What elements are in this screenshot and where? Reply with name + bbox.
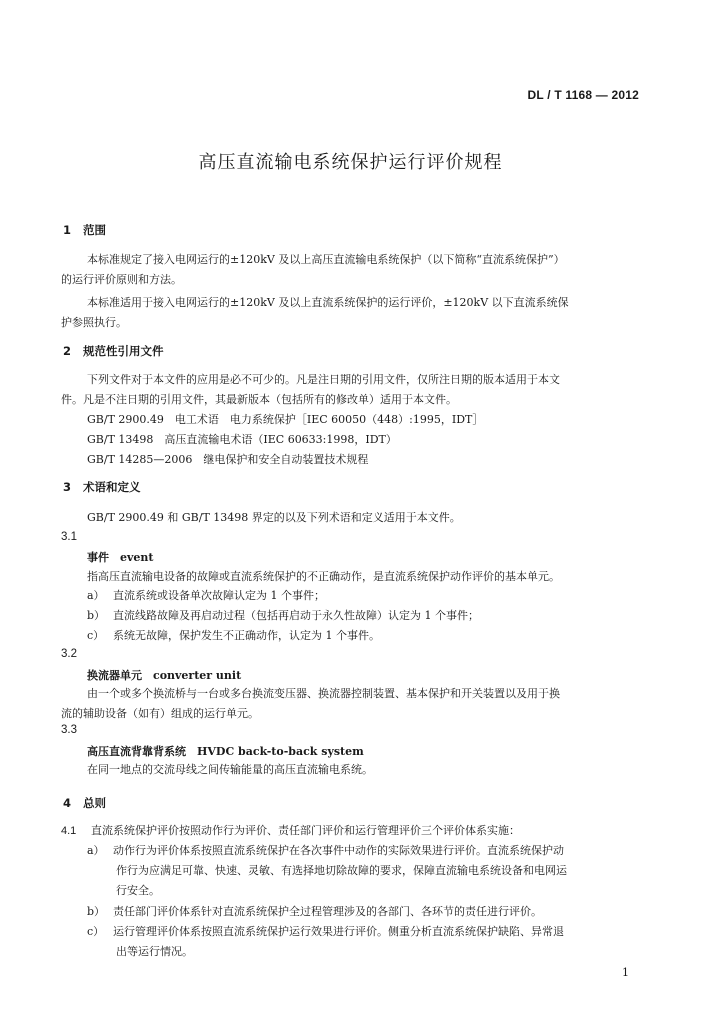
list-item	[87, 902, 542, 922]
term-heading: 换流器单元 converter unit	[87, 669, 242, 682]
section-3-heading	[63, 479, 141, 495]
list-item	[87, 586, 325, 606]
standard-code: DL / T 1168 — 2012	[527, 88, 639, 102]
reference-item: GB/T 14285—2006 继电保护和安全自动装置技术规程	[87, 453, 369, 466]
section-1-heading	[63, 222, 106, 238]
list-text: 直流线路故障及再启动过程（包括再启动于永久性故障）认定为 1 个事件；	[113, 609, 479, 622]
paragraph-line: 件。凡是不注日期的引用文件，其最新版本（包括所有的修改单）适用于本文件。	[61, 393, 457, 406]
list-text: 系统无故障，保护发生不正确动作，认定为 1 个事件。	[113, 629, 380, 642]
list-marker: a）	[87, 589, 105, 602]
document-title: 高压直流输电系统保护运行评价规程	[198, 152, 503, 173]
reference-item: GB/T 13498 高压直流输电术语（IEC 60633:1998，IDT）	[87, 433, 397, 446]
list-continuation: 行安全。	[116, 884, 160, 897]
reference-item: GB/T 2900.49 电工术语 电力系统保护［IEC 60050（448）:1995，IDT］	[87, 413, 484, 426]
list-text: 直流系统或设备单次故障认定为 1 个事件；	[113, 589, 325, 602]
paragraph-line: 下列文件对于本文件的应用是必不可少的。凡是注日期的引用文件，仅所注日期的版本适用于本文	[87, 373, 560, 386]
section-title: 范围	[83, 223, 106, 237]
list-continuation: 出等运行情况。	[116, 945, 193, 958]
list-item	[87, 841, 564, 861]
paragraph-line: GB/T 2900.49 和 GB/T 13498 界定的以及下列术语和定义适用于本文件。	[87, 511, 461, 524]
section-title: 术语和定义	[83, 480, 141, 494]
section-2-heading	[63, 343, 164, 359]
section-number: 2	[63, 344, 72, 358]
list-text: 运行管理评价体系按照直流系统保护运行效果进行评价。侧重分析直流系统保护缺陷、异常退	[113, 925, 564, 938]
section-number: 1	[63, 223, 72, 237]
term-heading: 事件 event	[87, 551, 154, 564]
page-number: 1	[622, 966, 629, 979]
section-title: 总则	[83, 796, 106, 810]
clause-number: 3.3	[61, 724, 77, 736]
list-item	[87, 626, 380, 646]
section-4-heading	[63, 795, 106, 811]
list-marker: a）	[87, 844, 105, 857]
clause-number: 3.1	[61, 531, 77, 543]
clause-number: 3.2	[61, 648, 77, 660]
clause-line	[61, 821, 520, 841]
definition-line: 指高压直流输电设备的故障或直流系统保护的不正确动作，是直流系统保护动作评价的基本单元。	[87, 570, 560, 583]
list-text: 责任部门评价体系针对直流系统保护全过程管理涉及的各部门、各环节的责任进行评价。	[113, 905, 542, 918]
list-continuation: 作行为应满足可靠、快速、灵敏、有选择地切除故障的要求，保障直流输电系统设备和电网运	[116, 864, 567, 877]
definition-line: 流的辅助设备（如有）组成的运行单元。	[61, 707, 259, 720]
list-text: 动作行为评价体系按照直流系统保护在各次事件中动作的实际效果进行评价。直流系统保护动	[113, 844, 564, 857]
section-number: 3	[63, 480, 72, 494]
definition-line: 在同一地点的交流母线之间传输能量的高压直流输电系统。	[87, 763, 373, 776]
list-marker: b）	[87, 609, 106, 622]
paragraph-line: 本标准规定了接入电网运行的±120kV 及以上高压直流输电系统保护（以下简称“直流系统保护”）	[87, 253, 565, 266]
list-marker: b）	[87, 905, 106, 918]
paragraph-line: 本标准适用于接入电网运行的±120kV 及以上直流系统保护的运行评价，±120kV 以下直流系统保	[87, 296, 569, 309]
clause-number: 4.1	[61, 825, 77, 837]
list-marker: c）	[87, 925, 105, 938]
term-heading: 高压直流背靠背系统 HVDC back-to-back system	[87, 745, 364, 758]
section-number: 4	[63, 796, 72, 810]
paragraph-line: 的运行评价原则和方法。	[61, 273, 182, 286]
clause-text: 直流系统保护评价按照动作行为评价、责任部门评价和运行管理评价三个评价体系实施：	[91, 824, 520, 837]
definition-line: 由一个或多个换流桥与一台或多台换流变压器、换流器控制装置、基本保护和开关装置以及用于换	[87, 687, 560, 700]
list-item	[87, 922, 564, 942]
paragraph-line: 护参照执行。	[61, 316, 127, 329]
list-marker: c）	[87, 629, 105, 642]
list-item	[87, 606, 479, 626]
section-title: 规范性引用文件	[83, 344, 164, 358]
